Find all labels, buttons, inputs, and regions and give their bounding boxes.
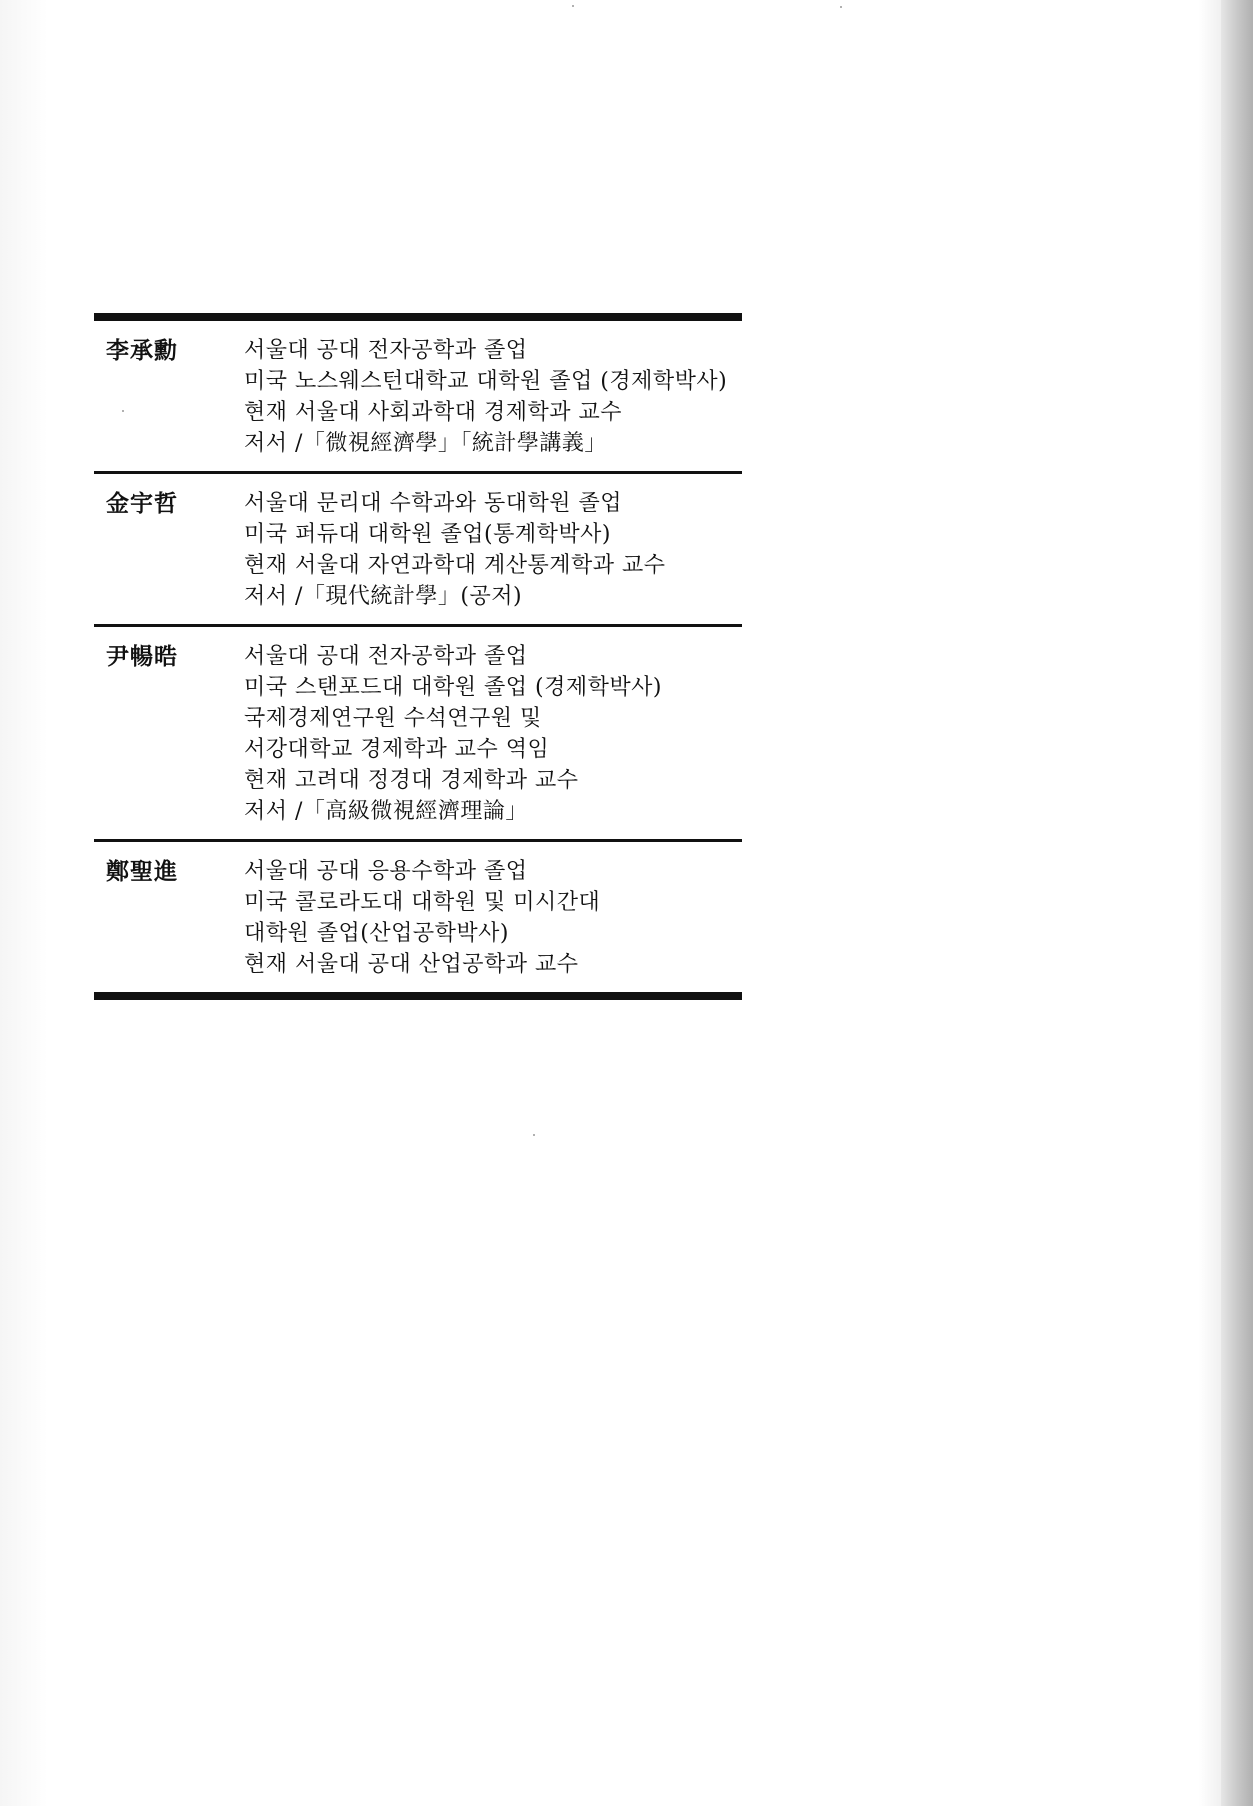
- author-entry: [94, 842, 742, 992]
- bio-line: 저서 /「微視經濟學」「統計學講義」: [244, 431, 607, 456]
- page-right-margin: [1199, 0, 1221, 1806]
- author-name: 尹暢晧: [106, 643, 178, 670]
- bio-line: 미국 노스웨스턴대학교 대학원 졸업 (경제학박사): [244, 369, 728, 394]
- bio-line: 현재 서울대 자연과학대 계산통계학과 교수: [244, 553, 666, 578]
- page-left-margin: [0, 0, 48, 1806]
- bio-line: 서강대학교 경제학과 교수 역임: [244, 737, 550, 762]
- bio-line: 미국 스탠포드대 대학원 졸업 (경제학박사): [244, 675, 662, 700]
- paper-speck: [533, 1134, 535, 1136]
- bio-line: 서울대 공대 응용수학과 졸업: [244, 859, 528, 884]
- author-entry: [94, 474, 742, 624]
- paper-speck: [572, 5, 574, 7]
- bio-line: 미국 콜로라도대 대학원 및 미시간대: [244, 890, 601, 915]
- bottom-rule: [94, 992, 742, 1000]
- bio-line: 현재 고려대 정경대 경제학과 교수: [244, 768, 579, 793]
- author-name: 金宇哲: [106, 490, 178, 517]
- author-entry: [94, 321, 742, 471]
- bio-line: 서울대 문리대 수학과와 동대학원 졸업: [244, 491, 623, 516]
- bio-line: 저서 /「現代統計學」(공저): [244, 584, 523, 609]
- author-bio: [244, 641, 742, 827]
- bio-line: 현재 서울대 공대 산업공학과 교수: [244, 952, 579, 977]
- author-name: 鄭聖進: [106, 858, 178, 885]
- page-binding-shadow: [1221, 0, 1253, 1806]
- bio-line: 서울대 공대 전자공학과 졸업: [244, 338, 528, 363]
- author-bio: [244, 856, 742, 980]
- author-bio: [244, 335, 742, 459]
- author-name: 李承勳: [106, 337, 178, 364]
- bio-line: 서울대 공대 전자공학과 졸업: [244, 644, 528, 669]
- top-rule: [94, 313, 742, 321]
- author-entry: [94, 627, 742, 839]
- bio-line: 국제경제연구원 수석연구원 및: [244, 706, 542, 731]
- author-profiles: [94, 313, 742, 1000]
- bio-line: 대학원 졸업(산업공학박사): [244, 921, 509, 946]
- bio-line: 현재 서울대 사회과학대 경제학과 교수: [244, 400, 623, 425]
- bio-line: 미국 퍼듀대 대학원 졸업(통계학박사): [244, 522, 611, 547]
- paper-speck: [840, 6, 842, 8]
- author-bio: [244, 488, 742, 612]
- bio-line: 저서 /「高級微視經濟理論」: [244, 799, 528, 824]
